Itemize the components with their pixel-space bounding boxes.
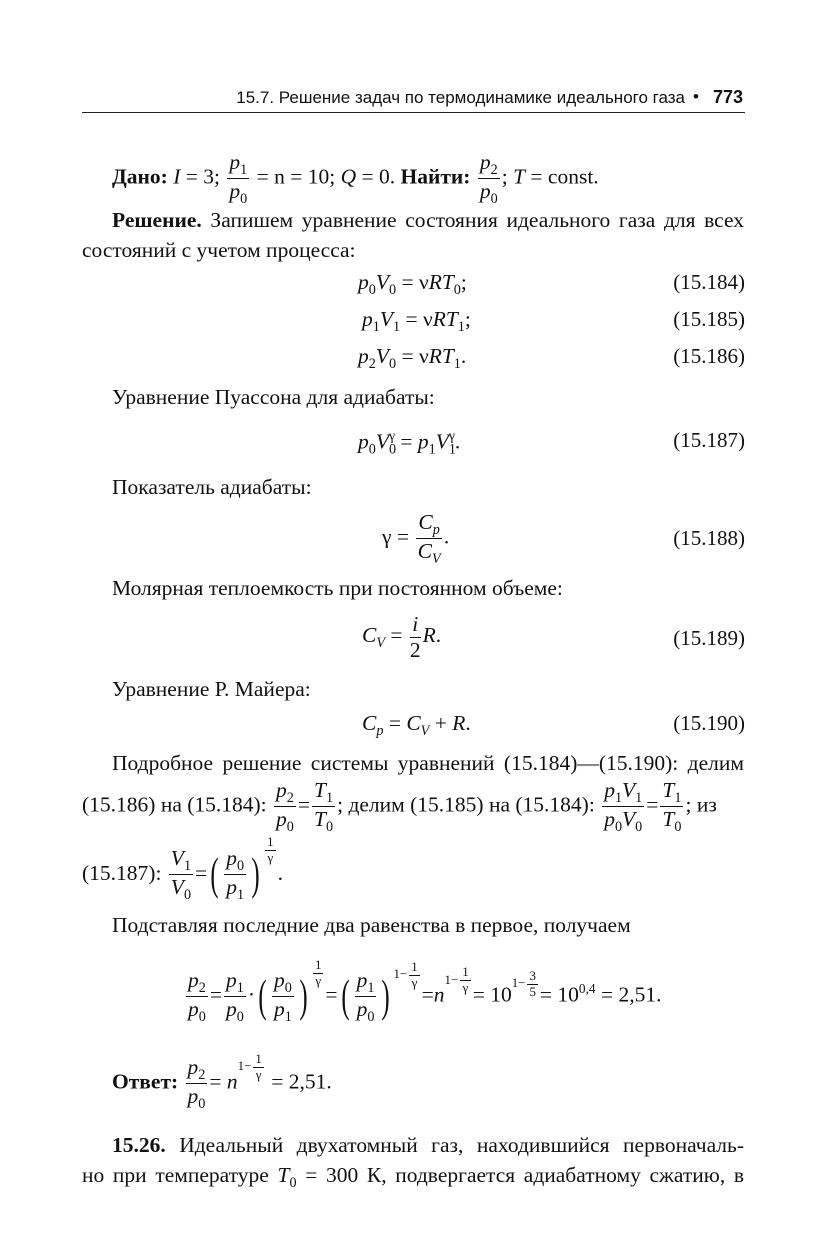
equation-15-188: γ = $\frac{C_p}{C_V}$ .: [382, 510, 450, 568]
equation-15-190: $C_p = C_V + R$.: [362, 711, 471, 739]
eq-number-190: (15.190): [673, 711, 745, 735]
find-label: Найти:: [400, 164, 471, 189]
eq-number-186: (15.186): [673, 344, 745, 368]
eq-number-187: (15.187): [673, 428, 745, 452]
given-line: Дано: I = 3; $\frac{p_1}{p_0}$ = n = 10; Q = 0. Найти: $\frac{p_2}{p_0}$ ; T = const.: [112, 150, 599, 208]
solution-intro-1: Запишем уравнение состояния идеального газа для всех: [210, 208, 744, 232]
detail-line3: (15.187): $\frac{V_1}{V_0}$ =( $\frac{p_0}{p_1}$ ) $\frac{1}{\gamma}$ .: [82, 835, 283, 904]
problem-text-2a: но при температуре: [82, 1163, 269, 1187]
detail-c: ; из: [685, 792, 717, 817]
answer-label: Ответ:: [112, 1069, 179, 1094]
problem-line2: но при температуре $T_0 = 300$ К, подвергается адиабатному сжатию, в: [82, 1163, 745, 1191]
substituting-text: Подставляя последние два равенства в первое, получаем: [112, 913, 631, 937]
header-title: 15.7. Решение задач по термодинамике идеального газа: [236, 88, 685, 107]
running-header: [82, 84, 745, 113]
equation-15-189: $C_V$ = $\frac{i}{2}$ R.: [362, 612, 442, 662]
eq-number-184: (15.184): [673, 270, 745, 294]
detail-a: (15.186) на (15.184):: [82, 792, 267, 817]
mayer-text: Уравнение Р. Майера:: [112, 677, 311, 701]
solution-line1: [112, 205, 744, 235]
equation-15-186: $p_2V_0 = \nu RT_1$.: [358, 344, 467, 372]
eq-number-185: (15.185): [673, 307, 745, 331]
equation-15-187: $p_0V_0^\gamma = p_1V_1^\gamma$.: [358, 428, 461, 458]
poisson-text: Уравнение Пуассона для адиабаты:: [112, 385, 435, 409]
solution-line2: состояний с учетом процесса:: [82, 238, 356, 262]
given-label: Дано:: [112, 164, 168, 189]
page-number: 773: [712, 87, 743, 107]
given-t: = const.: [530, 164, 599, 189]
header-bullet: •: [693, 87, 699, 106]
eq-number-188: (15.188): [673, 526, 745, 550]
detail-b: ; делим (15.185) на (15.184):: [337, 792, 595, 817]
adiabatic-index-text: Показатель адиабаты:: [112, 475, 312, 499]
given-n: = n = 10;: [256, 164, 336, 189]
result-value: = 2,51.: [600, 982, 662, 1007]
eq-number-189: (15.189): [673, 626, 745, 650]
answer-line: Ответ: $\frac{p_2}{p_0}$ = $n^{1- \frac{1}{\gamma}}$ = 2,51.: [112, 1052, 332, 1112]
problem-text-1: Идеальный двухатомный газ, находившийся первоначаль-: [179, 1133, 744, 1157]
result-ten: = 10: [472, 982, 512, 1007]
detail-line1: Подробное решение системы уравнений (15.184)—(15.190): делим: [112, 751, 744, 775]
detail-line2: (15.186) на (15.184): $\frac{p_2}{p_0}$ = $\frac{T_1}{T_0}$ ; делим (15.185) на (15.184): $\frac{p_1V_1}{p_0V_0}$ = $\frac{T_1}{T_0}$ ; из: [82, 778, 717, 836]
molar-heat-text: Молярная теплоемкость при постоянном объеме:: [112, 576, 563, 600]
equation-15-185: $p_1V_1 = \nu RT_1$;: [362, 307, 471, 335]
detail-d: (15.187):: [82, 860, 162, 885]
problem-line1: [112, 1130, 744, 1160]
answer-value: = 2,51.: [271, 1069, 332, 1094]
result-equation: $\frac{p_2}{p_0}$ = $\frac{p_1}{p_0}$ ·( $\frac{p_0}{p_1}$ ) $\frac{1}{\gamma}$ =( $\frac{p_1}{p_0}$ ) $^{1- \frac{1}{\gamma}}$ $=n^{1- \frac{1}{\gamma}}$ = $10^{1- \frac{3}{5}}$ = $10^{0,4} = 2,51$.: [188, 958, 662, 1026]
equation-15-184: $p_0V_0 = \nu RT_0$;: [358, 270, 467, 298]
problem-number: 15.26.: [112, 1133, 166, 1157]
problem-text-2b: = 300 К, подвергается адиабатному сжатию, в: [305, 1163, 745, 1187]
given-q: = 0.: [361, 164, 396, 189]
given-i: = 3;: [185, 164, 220, 189]
solution-label: Решение.: [112, 208, 202, 232]
